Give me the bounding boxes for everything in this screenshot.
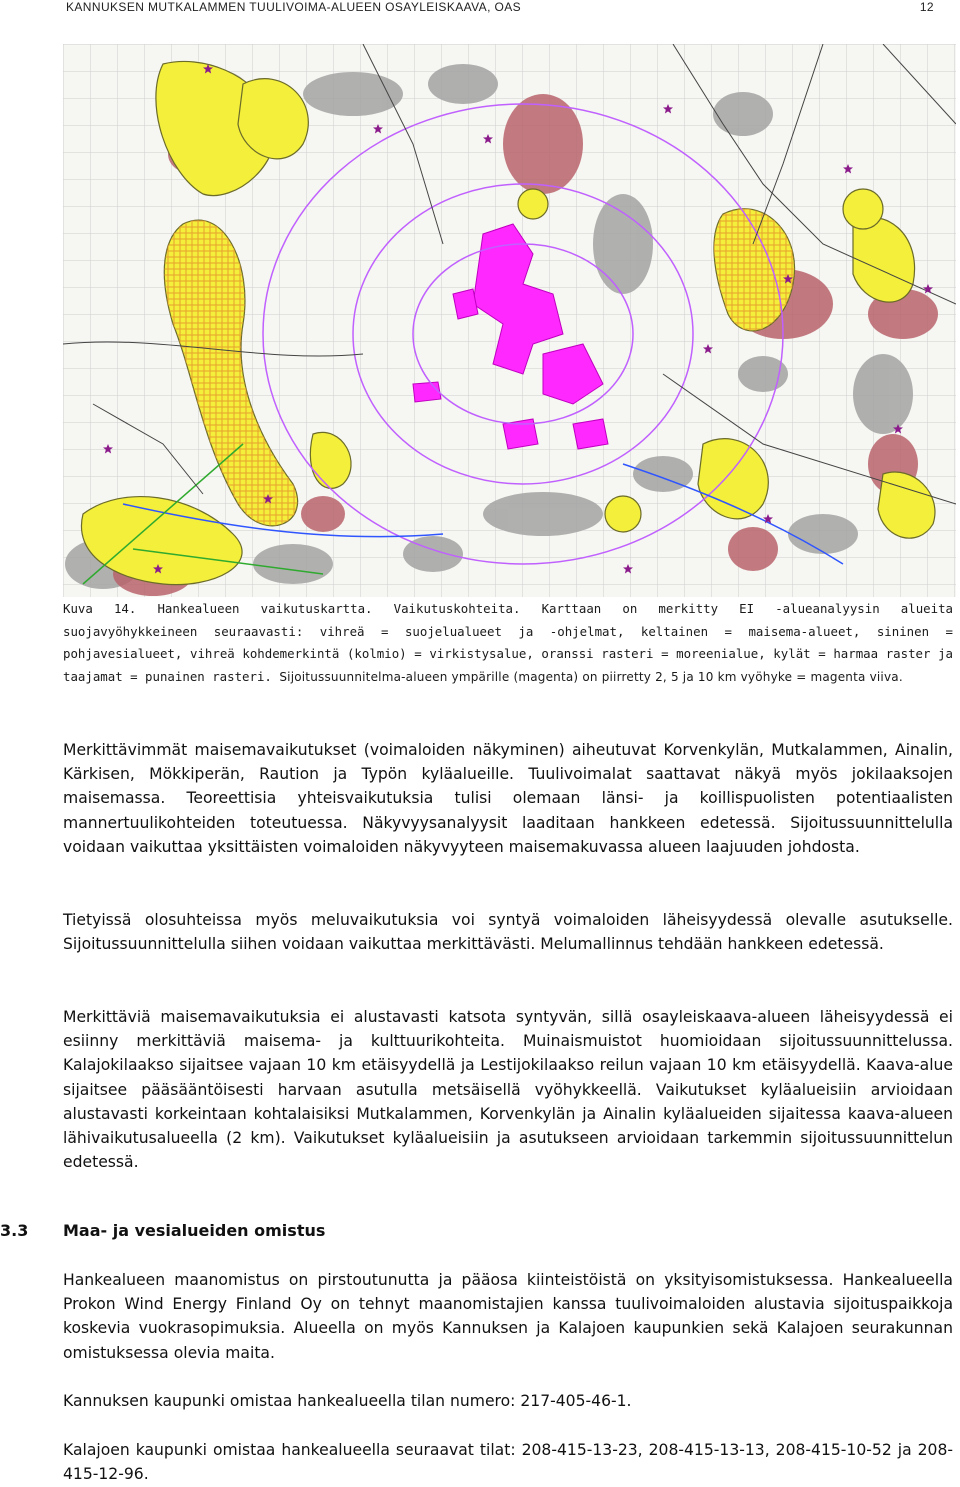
document-title: KANNUKSEN MUTKALAMMEN TUULIVOIMA-ALUEEN OSAYLEISKAAVA, OAS — [66, 0, 522, 14]
caption-zone-note: Sijoitussuunnitelma-alueen ympärille (magenta) on piirretty 2, 5 ja 10 km vyöhyke = magenta viiva. — [279, 669, 903, 684]
impact-map — [63, 44, 956, 597]
paragraph-landscape-impacts: Merkittävimmät maisemavaikutukset (voimaloiden näkyminen) aiheutuvat Korvenkylän, Mutkalammen, Ainalin, Kärkisen, Mökkiperän, Raution ja Typön kyläalueille. Tuulivoimalat saattavat näkyä myös jokilaaksojen maisemassa. Teoreettisia yhteisvaikutuksia tulisi olemaan länsi- ja koillispuolisten potentiaalisten mannertuulikohteiden toteutuessa. Näkyvyysanalyysit laaditaan hankkeen edetessä. Sijoitussuunnittelulla voidaan vaikuttaa yksittäisten voimaloiden näkyvyyteen maisemakuvassa alueen laajuuden johdosta. — [63, 741, 953, 856]
caption-legend: Karttaan on merkitty EI -alueanalyysin alueita suojavyöhykkeineen seuraavasti: vihreä = suojelualueet ja -ohjelmat, keltainen = maisema-alueet, sininen = pohjavesialueet, vihreä kohdemerkintä (kolmio) = virkistysalue, oranssi rasteri = moreenialue, kylät = harmaa raster ja taajamat = punainen rasteri. — [63, 601, 953, 684]
page-number: 12 — [919, 0, 934, 14]
impact-map-figure — [63, 44, 956, 597]
section-title: Maa- ja vesialueiden omistus — [63, 1221, 326, 1240]
figure-caption — [63, 598, 953, 688]
paragraph-kalajoki-properties: Kalajoen kaupunki omistaa hankealueella seuraavat tilat: 208-415-13-23, 208-415-13-13, 208-415-10-52 ja 208-415-12-96. — [63, 1441, 953, 1484]
page-header — [66, 0, 934, 14]
section-number: 3.3 — [0, 1221, 29, 1240]
paragraph-noise-impacts: Tietyissä olosuhteissa myös meluvaikutuksia voi syntyä voimaloiden läheisyydessä olevalle asutukselle. Sijoitussuunnittelulla siihen voidaan vaikuttaa merkittävästi. Melumallinnus tehdään hankkeen edetessä. — [63, 911, 953, 954]
section-heading — [0, 1221, 960, 1247]
paragraph-cultural-impacts: Merkittäviä maisemavaikutuksia ei alustavasti katsota syntyvän, sillä osayleiskaava-alueen läheisyydessä ei esiinny merkittäviä maisema- ja kulttuurikohteita. Muinaismuistot huomioidaan sijoitussuunnittelussa. Kalajokilaakso sijaitsee vajaan 10 km etäisyydellä ja Lestijokilaakso reilun vajaan 10 km etäisyydellä. Kaava-alue sijaitsee pääsääntöisesti harvaan asutulla metsäisellä vyöhykkeellä. Vaikutukset kyläalueisiin arvioidaan alustavasti korkeintaan kohtalaisiksi Mutkalammen, Korvenkylän ja Ainalin kyläalueiden sijaitessa kaava-alueen lähivaikutusalueella (2 km). Vaikutukset kyläalueisiin ja asutukseen arvioidaan tarkemmin sijoitussuunnittelun edetessä. — [63, 1008, 953, 1172]
paragraph-land-ownership: Hankealueen maanomistus on pirstoutunutta ja pääosa kiinteistöistä on yksityisomistuksessa. Hankealueella Prokon Wind Energy Finland Oy on tehnyt maanomistajien kanssa tuulivoimaloiden alustavia sijoituspaikkoja koskevia vuokrasopimuksia. Alueella on myös Kannuksen ja Kalajoen kaupunkien sekä Kalajoen seurakunnan omistuksessa olevia maita. — [63, 1271, 953, 1362]
paragraph-kannus-property: Kannuksen kaupunki omistaa hankealueella tilan numero: 217-405-46-1. — [63, 1392, 632, 1410]
caption-label: Kuva 14. Hankealueen vaikutuskartta. Vaikutuskohteita. — [63, 601, 542, 616]
